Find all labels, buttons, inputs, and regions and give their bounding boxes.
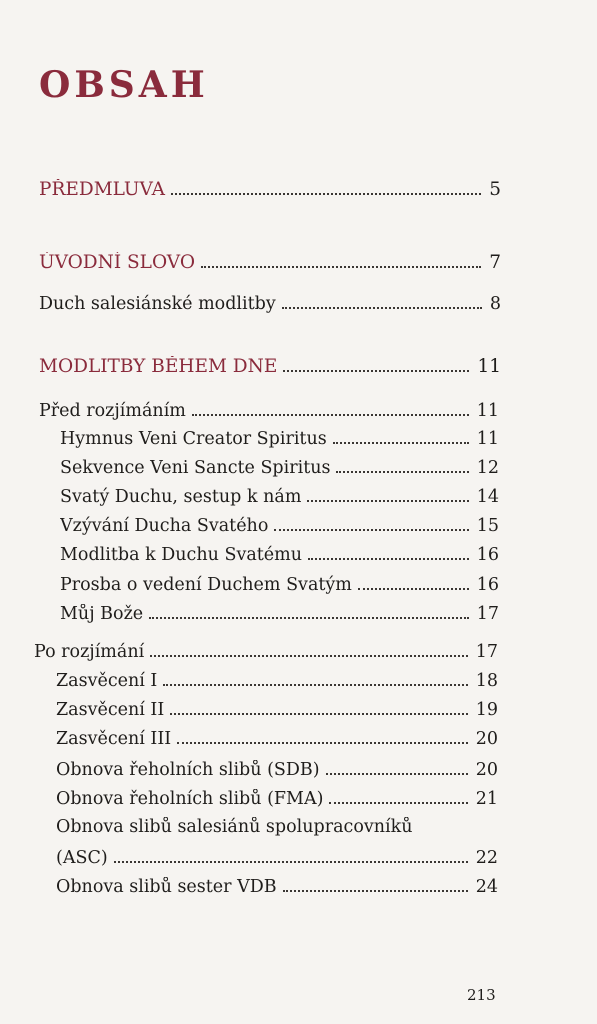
toc-entry-label: Zasvěcení I [56,671,158,691]
toc-entry-label: Před rozjímáním [39,401,186,421]
toc-section-modlitby [39,356,501,377]
toc-entry-label: Svatý Duchu, sestup k nám [60,487,302,507]
dot-leader [283,890,468,892]
toc-entry [60,575,499,595]
dot-leader [308,558,469,560]
toc-entry [56,760,498,780]
dot-leader [192,414,469,416]
dot-leader [171,193,481,195]
toc-entry [56,789,498,809]
toc-entry-page: 22 [475,848,498,868]
toc-entry [60,458,499,478]
toc-entry-page: 16 [476,545,499,565]
toc-entry-page: 11 [476,401,499,421]
toc-section-label: MODLITBY BĚHEM DNE [39,356,278,377]
dot-leader [114,861,468,863]
toc-entry-no-page [56,817,498,837]
toc-entry-page: 20 [475,760,498,780]
dot-leader [274,529,468,531]
toc-entry [60,545,499,565]
toc-section-page: 11 [477,356,501,377]
dot-leader [283,370,469,372]
toc-entry [60,487,499,507]
toc-entry-label: Duch salesiánské modlitby [39,294,276,314]
toc-entry-label: Prosba o vedení Duchem Svatým [60,575,352,595]
dot-leader [150,655,468,657]
toc-entry-label: Po rozjímání [34,642,145,662]
page-title: OBSAH [39,64,209,106]
toc-entry-label: Hymnus Veni Creator Spiritus [60,429,327,449]
toc-entry-page: 24 [475,877,498,897]
toc-section-label: ÚVODNÍ SLOVO [39,252,196,273]
toc-entry-label: Zasvěcení III [56,729,172,749]
toc-entry-page: 20 [475,729,498,749]
toc-entry-label: Obnova řeholních slibů (FMA) [56,789,324,809]
dot-leader [282,307,482,309]
toc-entry [39,401,499,421]
toc-entry-page: 16 [476,575,499,595]
toc-entry-page: 18 [475,671,498,691]
toc-entry-page: 14 [476,487,499,507]
toc-entry [60,429,499,449]
dot-leader [201,266,481,268]
toc-section-page: 5 [489,179,501,200]
toc-entry [60,516,499,536]
dot-leader [358,588,469,590]
dot-leader [336,471,468,473]
toc-entry-label: (ASC) [56,848,108,868]
toc-entry-page: 19 [475,700,498,720]
dot-leader [170,713,467,715]
toc-entry [39,294,501,314]
dot-leader [163,684,467,686]
toc-entry [56,877,498,897]
toc-entry-page: 12 [476,458,499,478]
toc-entry [56,671,498,691]
toc-entry-label: Obnova řeholních slibů (SDB) [56,760,320,780]
toc-section-uvodni-slovo [39,252,501,273]
dot-leader [326,773,468,775]
toc-entry-label: Obnova slibů salesiánů spolupracovníků [56,817,413,837]
dot-leader [307,500,468,502]
toc-entry-page: 17 [475,642,498,662]
page-number: 213 [467,986,496,1004]
toc-entry-page: 11 [476,429,499,449]
dot-leader [333,442,469,444]
toc-entry-page: 8 [489,294,501,314]
toc-section-predmluva [39,179,501,200]
toc-entry-page: 15 [476,516,499,536]
toc-entry-page: 21 [475,789,498,809]
toc-entry-label: Sekvence Veni Sancte Spiritus [60,458,331,478]
toc-entry-page: 17 [476,604,499,624]
toc-entry-label: Modlitba k Duchu Svatému [60,545,303,565]
toc-entry [56,848,498,868]
toc-entry-label: Zasvěcení II [56,700,165,720]
toc-entry-label: Můj Bože [60,604,144,624]
dot-leader [329,802,467,804]
toc-entry [34,642,498,662]
toc-entry-label: Vzývání Ducha Svatého [60,516,269,536]
toc-entry-label: Obnova slibů sester VDB [56,877,277,897]
toc-entry [56,729,498,749]
dot-leader [177,742,468,744]
toc-section-label: PŘEDMLUVA [39,179,165,200]
dot-leader [149,617,469,619]
toc-entry [60,604,499,624]
toc-section-page: 7 [489,252,501,273]
toc-entry [56,700,498,720]
